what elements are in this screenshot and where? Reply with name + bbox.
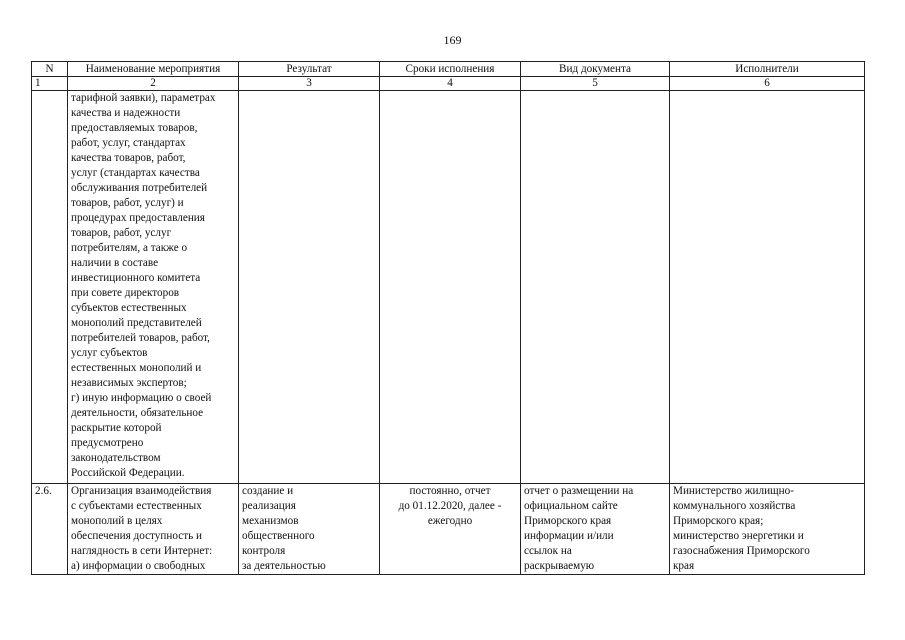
header-deadline: Сроки исполнения bbox=[380, 62, 521, 77]
table-row bbox=[32, 484, 865, 575]
measure-executors: Министерство жилищно- коммунального хозяйства Приморского края; министерство энергетики и газоснабжения Приморского края bbox=[670, 484, 865, 575]
measure-result: создание и реализация механизмов общественного контроля за деятельностью bbox=[239, 484, 380, 575]
header-n: N bbox=[32, 62, 68, 77]
header-name: Наименование мероприятия bbox=[68, 62, 239, 77]
measure-name: тарифной заявки), параметрах качества и надежности предоставляемых товаров, работ, услуг, стандартах качества товаров, работ, услуг (стандартах качества обслуживания потребителей товаров, работ, услуг) и процедурах предоставления товаров, работ, услуг потребителям, а также о наличии в составе инвестиционного комитета при совете директоров субъектов естественных монополий представителей потребителей товаров, работ, услуг субъектов естественных монополий и независимых экспертов; г) иную информацию о своей деятельности, обязательное раскрытие которой предусмотрено законодательством Российской Федерации. bbox=[68, 91, 239, 484]
column-number: 6 bbox=[670, 77, 865, 91]
table-header-row bbox=[32, 62, 865, 77]
row-number bbox=[32, 91, 68, 484]
row-number: 2.6. bbox=[32, 484, 68, 575]
measure-doc-type bbox=[521, 91, 670, 484]
measure-deadline: постоянно, отчет до 01.12.2020, далее - ежегодно bbox=[380, 484, 521, 575]
measure-deadline bbox=[380, 91, 521, 484]
column-number: 3 bbox=[239, 77, 380, 91]
column-number-row bbox=[32, 77, 865, 91]
column-number: 5 bbox=[521, 77, 670, 91]
measure-result bbox=[239, 91, 380, 484]
measures-table bbox=[31, 61, 865, 575]
column-number: 1 bbox=[32, 77, 68, 91]
measure-name: Организация взаимодействия с субъектами естественных монополий в целях обеспечения доступность и наглядность в сети Интернет: а) информации о свободных bbox=[68, 484, 239, 575]
measure-doc-type: отчет о размещении на официальном сайте Приморского края информации и/или ссылок на раскрываемую bbox=[521, 484, 670, 575]
header-result: Результат bbox=[239, 62, 380, 77]
table-row bbox=[32, 91, 865, 484]
header-doc-type: Вид документа bbox=[521, 62, 670, 77]
column-number: 2 bbox=[68, 77, 239, 91]
header-executors: Исполнители bbox=[670, 62, 865, 77]
page-number: 169 bbox=[443, 33, 462, 47]
column-number: 4 bbox=[380, 77, 521, 91]
measure-executors bbox=[670, 91, 865, 484]
